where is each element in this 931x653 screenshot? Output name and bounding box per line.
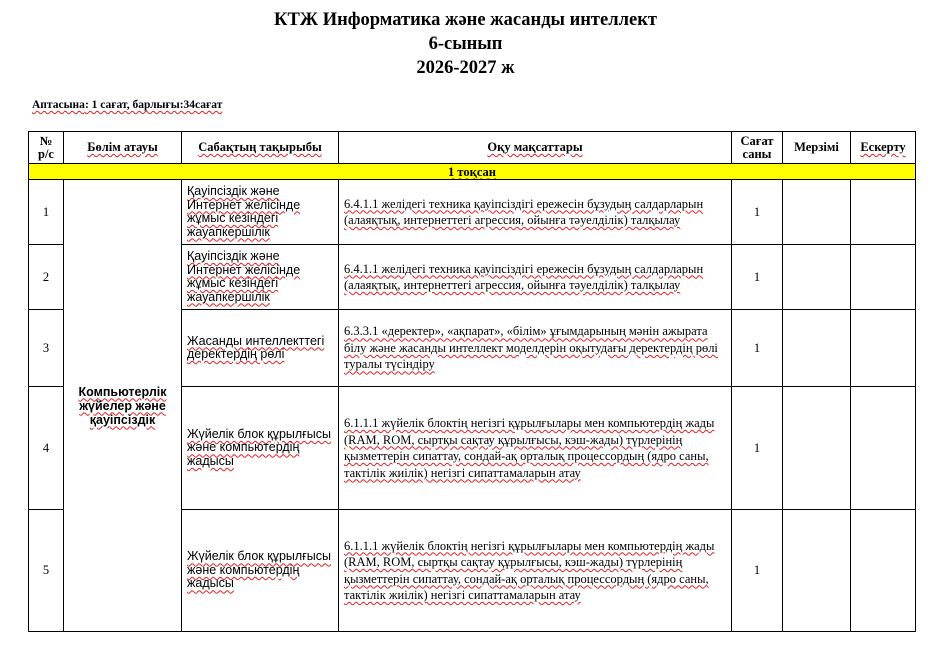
table-header-row (29, 132, 916, 164)
row-note (851, 180, 916, 245)
row-objective: 6.4.1.1 желідегі техника қауіпсіздігі ережесін бұзудың салдарларын (алаяқтық, интернеттегі агрессия, ойынға тәуелділік) талқылау (339, 245, 732, 310)
row-date (783, 387, 851, 510)
row-hours: 1 (732, 510, 783, 632)
table-row (29, 180, 916, 245)
row-hours: 1 (732, 180, 783, 245)
quarter-row (29, 164, 916, 180)
row-objective: 6.1.1.1 жүйелік блоктің негізгі құрылғылары мен компьютердің жады (RAM, ROM, сыртқы сақтау құрылғысы, кэш-жады) түрлерінің қызметтерін сипаттау, сондай-ақ орталық процессордың (ядро саны, тактілік жиілік) негізгі сипаттамаларын атау (339, 510, 732, 632)
title-line-3: 2026-2027 ж (416, 58, 515, 78)
row-topic: Жүйелік блок құрылғысы және компьютердің жадысы (182, 510, 339, 632)
row-num: 1 (29, 180, 64, 245)
row-objective: 6.3.3.1 «деректер», «ақпарат», «білім» ұғымдарының мәнін ажырата білу және жасанды интеллект моделдерін оқытудағы деректердің рөлі туралы түсіндіру (339, 310, 732, 387)
row-note (851, 245, 916, 310)
row-hours: 1 (732, 387, 783, 510)
col-header-hours: Сағат саны (732, 132, 783, 164)
row-num: 4 (29, 387, 64, 510)
row-hours: 1 (732, 310, 783, 387)
row-topic: Қауіпсіздік және Интернет желісінде жұмыс кезіндегі жауапкершілік (182, 245, 339, 310)
col-header-topic: Сабақтың тақырыбы (182, 132, 339, 164)
weekly-hours-label: Аптасына (32, 99, 85, 111)
row-hours: 1 (732, 245, 783, 310)
row-num: 5 (29, 510, 64, 632)
document-title (0, 8, 931, 80)
title-line-1: КТЖ Информатика және жасанды интеллект (274, 10, 657, 30)
row-objective: 6.4.1.1 желідегі техника қауіпсіздігі ережесін бұзудың салдарларын (алаяқтық, интернеттегі агрессия, ойынға тәуелділік) талқылау (339, 180, 732, 245)
row-date (783, 310, 851, 387)
row-topic: Қауіпсіздік және Интернет желісінде жұмыс кезіндегі жауапкершілік (182, 180, 339, 245)
row-num: 3 (29, 310, 64, 387)
col-header-note: Ескерту (851, 132, 916, 164)
title-line-2: 6-сынып (428, 34, 503, 54)
row-note (851, 310, 916, 387)
row-objective: 6.1.1.1 жүйелік блоктің негізгі құрылғылары мен компьютердің жады (RAM, ROM, сыртқы сақтау құрылғысы, кэш-жады) түрлерінің қызметтерін сипаттау, сондай-ақ орталық процессордың (ядро саны, тактілік жиілік) негізгі сипаттамаларын атау (339, 387, 732, 510)
weekly-hours-text: : 1 сағат, барлығы:34сағат (84, 99, 223, 111)
row-date (783, 245, 851, 310)
row-num: 2 (29, 245, 64, 310)
section-name: Компьютерлік жүйелер және қауіпсіздік (64, 180, 182, 632)
row-date (783, 180, 851, 245)
col-header-date: Мерзімі (783, 132, 851, 164)
weekly-hours-info (32, 99, 222, 111)
row-date (783, 510, 851, 632)
lesson-plan-table (28, 131, 916, 632)
row-note (851, 510, 916, 632)
row-topic: Жасанды интеллекттегі деректердің рөлі (182, 310, 339, 387)
col-header-section: Бөлім атауы (64, 132, 182, 164)
col-header-num: № р/с (29, 132, 64, 164)
row-topic: Жүйелік блок құрылғысы және компьютердің жадысы (182, 387, 339, 510)
col-header-objectives: Оқу мақсаттары (339, 132, 732, 164)
quarter-label: 1 тоқсан (29, 164, 916, 180)
row-note (851, 387, 916, 510)
